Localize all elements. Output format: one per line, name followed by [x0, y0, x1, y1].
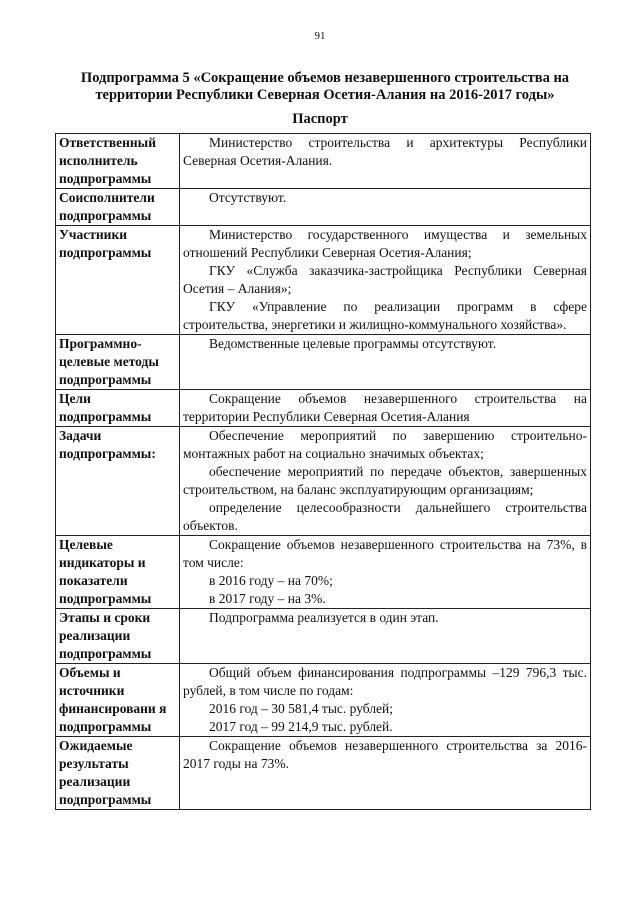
table-row	[56, 390, 591, 427]
page-number: 91	[314, 30, 326, 42]
row-value	[180, 664, 591, 737]
row-value	[180, 335, 591, 390]
row-value	[180, 609, 591, 664]
passport-heading: Паспорт	[292, 111, 348, 127]
document-title	[40, 70, 610, 104]
table-row	[56, 536, 591, 609]
passport-table	[55, 133, 591, 810]
row-value	[180, 226, 591, 335]
title-line-2: территории Республики Северная Осетия-Алания на 2016-2017 годы»	[95, 87, 555, 103]
row-value-paragraph: Подпрограмма реализуется в один этап.	[209, 610, 439, 625]
row-value	[180, 189, 591, 226]
row-value-paragraph: 2016 год – 30 581,4 тыс. рублей;	[209, 701, 394, 716]
row-value	[180, 737, 591, 810]
table-row	[56, 609, 591, 664]
row-value-paragraph: ГКУ «Управление по реализации программ в сфере строительства, энергетики и жилищно-коммунального хозяйства».	[183, 299, 587, 332]
row-value-paragraph: обеспечение мероприятий по передаче объектов, завершенных строительством, на баланс эксплуатирующим организациям;	[183, 464, 587, 497]
row-label: Задачи подпрограммы:	[56, 427, 180, 536]
row-value-paragraph: Ведомственные целевые программы отсутствуют.	[209, 336, 497, 351]
row-value-paragraph: Сокращение объемов незавершенного строительства на 73%, в том числе:	[183, 537, 587, 570]
row-value-paragraph: Сокращение объемов незавершенного строительства за 2016-2017 годы на 73%.	[183, 738, 587, 771]
row-label: Объемы и источники финансировани я подпрограммы	[56, 664, 180, 737]
row-label: Участники подпрограммы	[56, 226, 180, 335]
table-row	[56, 134, 591, 189]
row-value-paragraph: в 2017 году – на 3%.	[209, 591, 326, 606]
table-row	[56, 737, 591, 810]
row-value-paragraph: Обеспечение мероприятий по завершению строительно-монтажных работ на социально значимых объектах;	[183, 428, 587, 461]
row-label: Цели подпрограммы	[56, 390, 180, 427]
row-label: Целевые индикаторы и показатели подпрограммы	[56, 536, 180, 609]
row-value-paragraph: Сокращение объемов незавершенного строительства на территории Республики Северная Осетия-Алания	[183, 391, 587, 424]
passport-table-body	[56, 134, 591, 810]
row-value-paragraph: ГКУ «Служба заказчика-застройщика Республики Северная Осетия – Алания»;	[183, 263, 587, 296]
row-label: Ответственный исполнитель подпрограммы	[56, 134, 180, 189]
row-value-paragraph: Общий объем финансирования подпрограммы –129 796,3 тыс. рублей, в том числе по годам:	[183, 665, 587, 698]
row-value-paragraph: Министерство строительства и архитектуры Республики Северная Осетия-Алания.	[183, 135, 587, 168]
table-row	[56, 427, 591, 536]
row-value-paragraph: Министерство государственного имущества и земельных отношений Республики Северная Осетия-Алания;	[183, 227, 587, 260]
row-value	[180, 390, 591, 427]
title-line-1: Подпрограмма 5 «Сокращение объемов незавершенного строительства на	[80, 70, 570, 86]
row-label: Программно-целевые методы подпрограммы	[56, 335, 180, 390]
table-row	[56, 664, 591, 737]
row-label: Соисполнители подпрограммы	[56, 189, 180, 226]
table-row	[56, 189, 591, 226]
table-row	[56, 226, 591, 335]
row-label: Этапы и сроки реализации подпрограммы	[56, 609, 180, 664]
row-value-paragraph: 2017 год – 99 214,9 тыс. рублей.	[209, 719, 393, 734]
row-value-paragraph: определение целесообразности дальнейшего строительства объектов.	[183, 500, 587, 533]
row-value	[180, 427, 591, 536]
row-value-paragraph: Отсутствуют.	[209, 190, 287, 205]
table-row	[56, 335, 591, 390]
row-value	[180, 536, 591, 609]
row-value-paragraph: в 2016 году – на 70%;	[209, 573, 333, 588]
row-label: Ожидаемые результаты реализации подпрограммы	[56, 737, 180, 810]
row-value	[180, 134, 591, 189]
